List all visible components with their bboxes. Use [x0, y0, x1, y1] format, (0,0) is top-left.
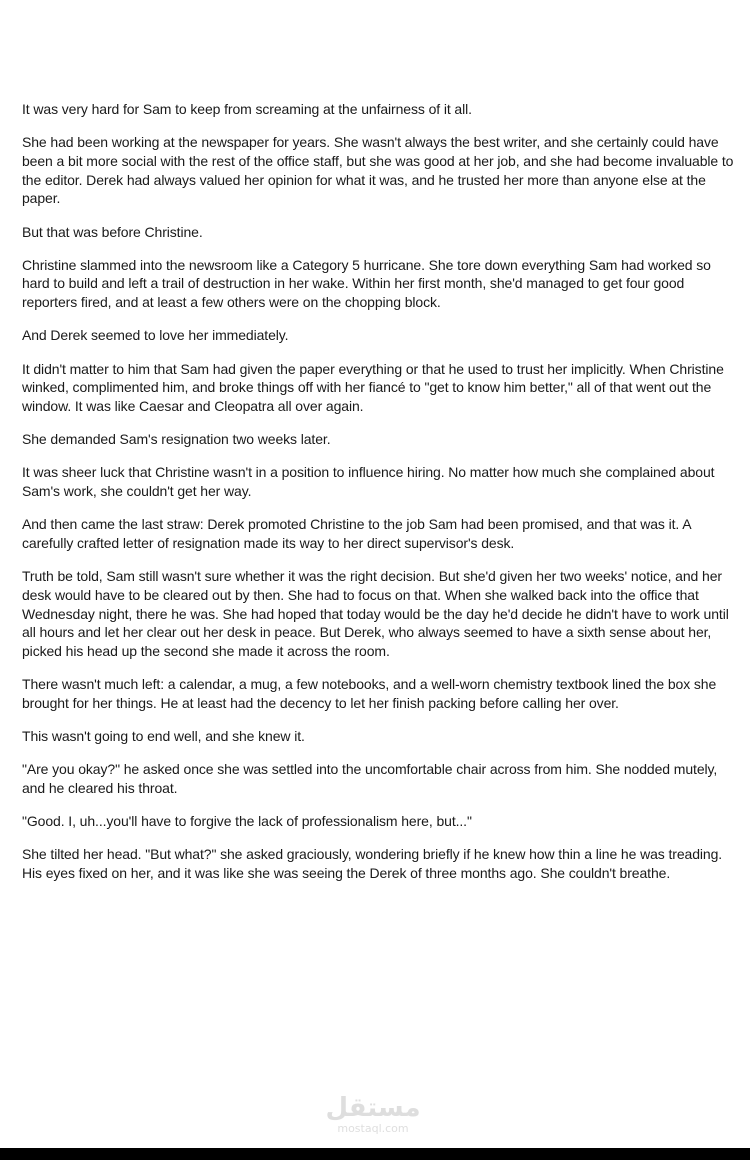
paragraph-14: "Good. I, uh...you'll have to forgive the lack of professionalism here, but...": [22, 813, 472, 830]
paragraph-2: She had been working at the newspaper for years. She wasn't always the best writer, and she certainly could have been a bit more social with the rest of the office staff, but she was good at her job, and she had become invaluable to the editor. Derek had always valued her opinion for what it was, and he trusted her more than anyone else at the paper.: [22, 134, 734, 207]
paragraph-5: And Derek seemed to love her immediately.: [22, 327, 289, 344]
bottom-bar: [0, 1148, 750, 1160]
paragraph-15: She tilted her head. "But what?" she asked graciously, wondering briefly if he knew how thin a line he was treading. His eyes fixed on her, and it was like she was seeing the Derek of three months ago. She couldn't breathe.: [22, 846, 723, 882]
watermark-logo: مستقل: [325, 1093, 421, 1123]
story-text: [22, 100, 734, 897]
mostaql-watermark: [318, 1093, 428, 1135]
paragraph-3: But that was before Christine.: [22, 223, 203, 240]
paragraph-11: There wasn't much left: a calendar, a mug, a few notebooks, and a well-worn chemistry textbook lined the box she brought for her things. He at least had the decency to let her finish packing before calling her over.: [22, 676, 717, 711]
paragraph-8: It was sheer luck that Christine wasn't in a position to influence hiring. No matter how much she complained about Sam's work, she couldn't get her way.: [22, 464, 715, 500]
watermark-domain: mostaql.com: [337, 1122, 409, 1135]
paragraph-10: Truth be told, Sam still wasn't sure whether it was the right decision. But she'd given her two weeks' notice, and her desk would have to be cleared out by then. She had to focus on that. When she walked back into the office that Wednesday night, there he was. She had hoped that today would be the day he'd decide he didn't have to work until all hours and let her clear out her desk in peace. But Derek, who always seemed to have a sixth sense about her, picked his head up the second she made it across the room.: [22, 568, 729, 659]
paragraph-9: And then came the last straw: Derek promoted Christine to the job Sam had been promised, and that was it. A carefully crafted letter of resignation made its way to her direct supervisor's desk.: [22, 516, 691, 551]
paragraph-1: It was very hard for Sam to keep from screaming at the unfairness of it all.: [22, 101, 472, 117]
paragraph-4: Christine slammed into the newsroom like a Category 5 hurricane. She tore down everything Sam had worked so hard to build and left a trail of destruction in her wake. Within her first month, she'd managed to get four good reporters fired, and at least a few others were on the chopping block.: [22, 256, 711, 311]
paragraph-6: It didn't matter to him that Sam had given the paper everything or that he used to trust her implicitly. When Christine winked, complimented him, and broke things off with her fiancé to "get to know him better," all of that went out the window. It was like Caesar and Cleopatra all over again.: [22, 360, 724, 414]
paragraph-13: "Are you okay?" he asked once she was settled into the uncomfortable chair across from him. She nodded mutely, and he cleared his throat.: [22, 761, 718, 796]
paragraph-7: She demanded Sam's resignation two weeks later.: [22, 431, 331, 448]
paragraph-12: This wasn't going to end well, and she knew it.: [22, 728, 305, 745]
